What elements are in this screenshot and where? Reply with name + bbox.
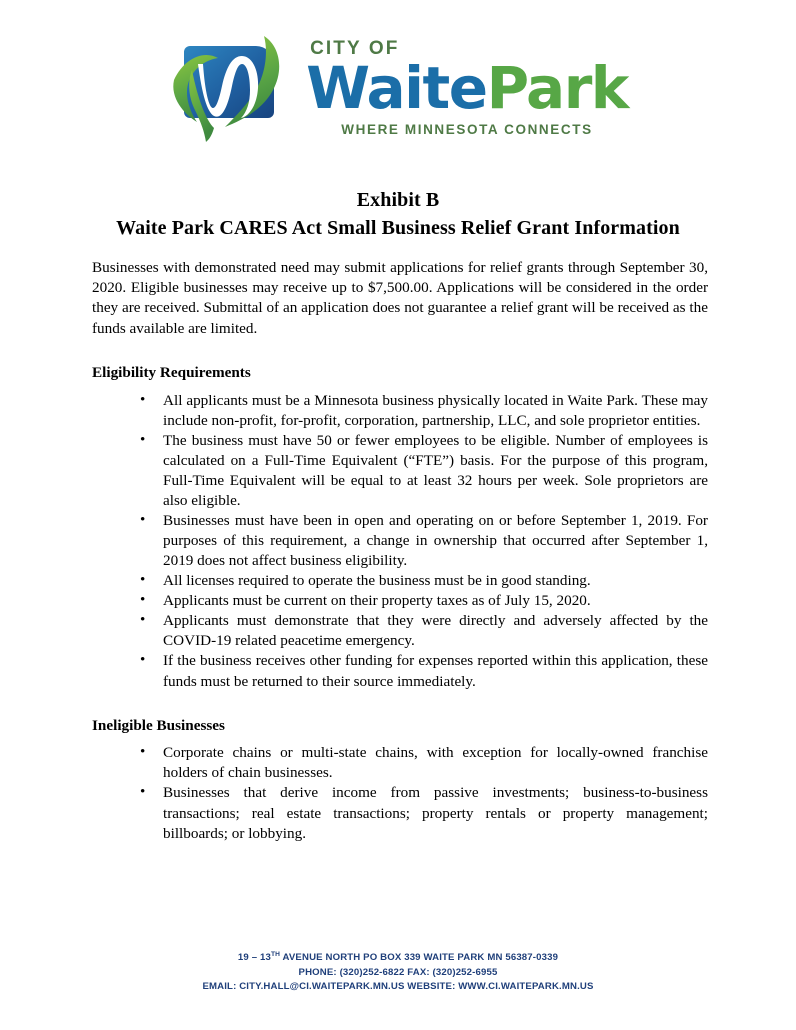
document-title-block	[0, 186, 796, 243]
footer-address-line	[0, 950, 796, 966]
wordmark-park: Park	[486, 54, 628, 123]
footer-address-pre: 19 – 13	[237, 952, 271, 964]
intro-paragraph: Businesses with demonstrated need may submit applications for relief grants through September 30, 2020. Eligible businesses may receive up to $7,500.00. Applications will be considered in the order they are received. Submittal of an application does not guarantee a relief grant will be received as the funds available are limited.	[92, 259, 708, 337]
footer-address-post: AVENUE NORTH PO BOX 339 WAITE PARK MN 56387-0339	[280, 952, 559, 964]
city-wordmark	[306, 35, 628, 137]
list-item	[92, 511, 708, 571]
page-title-exhibit: Exhibit B	[356, 189, 440, 211]
city-logo-header	[0, 30, 796, 142]
list-item	[92, 431, 708, 511]
list-item	[92, 391, 708, 431]
list-item-text: • Businesses that derive income from passive investments; business-to-business transactions; real estate transactions; property rentals or property management; billboards; or lobbying.	[163, 784, 708, 842]
list-item-text: • All applicants must be a Minnesota business physically located in Waite Park. These may include non-profit, for-profit, corporation, partnership, LLC, and sole proprietor entities.	[163, 391, 708, 429]
waite-park-w-logo-icon	[168, 30, 292, 142]
list-item-text: • Applicants must demonstrate that they were directly and adversely affected by the COVID-19 related peacetime emergency.	[163, 612, 708, 650]
list-item-text: • Applicants must be current on their property taxes as of July 15, 2020.	[163, 592, 591, 610]
list-item	[92, 611, 708, 651]
list-item-text: • Businesses must have been in open and operating on or before September 1, 2019. For purposes of this requirement, a change in ownership that occurred after September 1, 2019 does not affect business eligibility.	[163, 512, 708, 570]
list-item	[92, 743, 708, 783]
ineligible-businesses-list	[92, 743, 708, 843]
page-title-subject: Waite Park CARES Act Small Business Relief Grant Information	[116, 217, 680, 240]
footer-address-ordinal: TH	[270, 951, 281, 958]
list-item-text: • The business must have 50 or fewer employees to be eligible. Number of employees is calculated on a Full-Time Equivalent (“FTE”) basis. For the purpose of this program, Full-Time Equivalent will be equal to at least 32 hours per week. Sole proprietors are also eligible.	[163, 431, 708, 509]
wordmark-tagline: WHERE MINNESOTA CONNECTS	[341, 121, 593, 137]
footer-phone-fax-line: PHONE: (320)252-6822 FAX: (320)252-6955	[298, 966, 498, 978]
page-footer	[0, 950, 796, 994]
list-item	[92, 783, 708, 843]
list-item	[92, 571, 708, 591]
logo-inner	[168, 30, 628, 142]
wordmark-main	[306, 54, 628, 123]
section-heading-eligibility: Eligibility Requirements	[92, 363, 251, 381]
document-body	[92, 258, 708, 844]
wordmark-city-of: CITY OF	[310, 38, 400, 60]
list-item	[92, 591, 708, 611]
wordmark-waite: Waite	[306, 54, 487, 123]
list-item	[92, 651, 708, 691]
eligibility-requirements-list	[92, 391, 708, 692]
list-item-text: • Corporate chains or multi-state chains, with exception for locally-owned franchise holders of chain businesses.	[163, 744, 708, 782]
list-item-text: • If the business receives other funding for expenses reported within this application, these funds must be returned to their source immediately.	[163, 652, 708, 690]
footer-email-website-line: EMAIL: CITY.HALL@CI.WAITEPARK.MN.US WEBSITE: WWW.CI.WAITEPARK.MN.US	[202, 980, 594, 992]
list-item-text: • All licenses required to operate the business must be in good standing.	[163, 572, 591, 590]
section-heading-ineligible: Ineligible Businesses	[92, 716, 225, 734]
